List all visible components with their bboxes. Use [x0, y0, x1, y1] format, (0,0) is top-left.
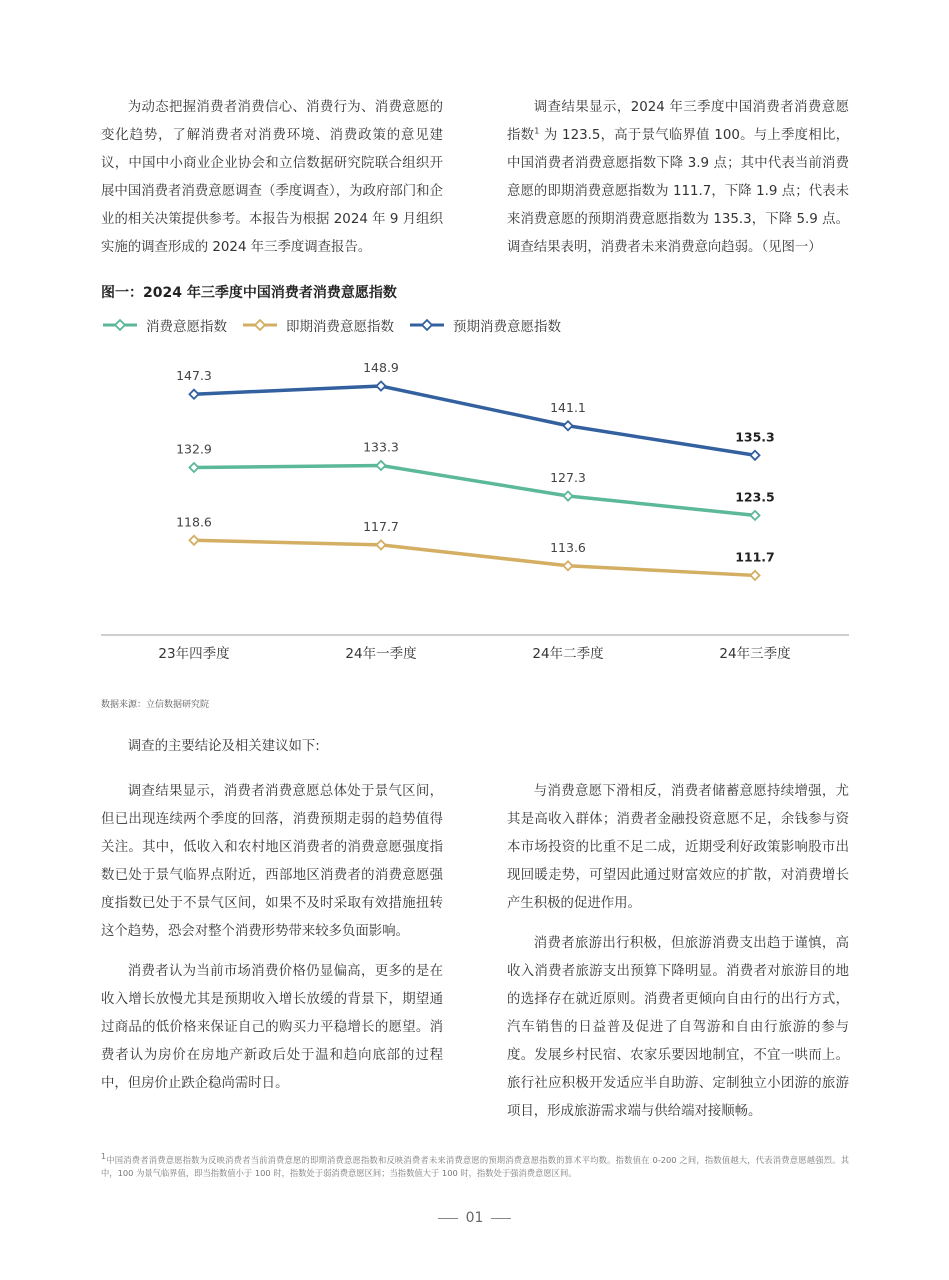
- data-point: [376, 382, 385, 391]
- footnote-text: 中国消费者消费意愿指数为反映消费者当前消费意愿的即期消费意愿指数和反映消费者未来消费意愿的预期消费意愿指数的算术平均数。指数值在 0-200 之间，指数值越大，代表消费意愿越强烈。其中，100 为景气临界值，即当指数值小于 100 时，指数处于弱消费意愿区间；当指数值大于 100 时，指数处于强消费意愿区间。: [101, 1155, 849, 1178]
- data-point: [563, 421, 572, 430]
- series-line: [194, 386, 755, 455]
- data-label: 132.9: [176, 441, 212, 457]
- intro-right-text-a: 调查结果显示，2024 年三季度中国消费者消费意愿指数: [507, 100, 849, 143]
- page-number-text: 01: [465, 1210, 484, 1226]
- legend-label: 即期消费意愿指数: [286, 319, 394, 335]
- body-right-paragraph-2: 消费者旅游出行积极，但旅游消费支出趋于谨慎，高收入消费者旅游支出预算下降明显。消费者对旅游目的地的选择存在就近原则。消费者更倾向自由行的出行方式，汽车销售的日益普及促进了自驾游和自由行旅游的参与度。发展乡村民宿、农家乐要因地制宜，不宜一哄而上。旅行社应积极开发适应半自助游、定制独立小团游的旅游项目，形成旅游需求端与供给端对接顺畅。: [507, 936, 849, 1119]
- page-number-dash-right: [491, 1218, 511, 1219]
- data-label: 133.3: [363, 439, 399, 455]
- data-point: [563, 561, 572, 570]
- data-label: 127.3: [550, 470, 586, 486]
- body-right-paragraph-1: 与消费意愿下滑相反，消费者储蓄意愿持续增强，尤其是高收入群体；消费者金融投资意愿不足，余钱参与资本市场投资的比重不足二成，近期受利好政策影响股市出现回暖走势，可望因此通过财富效应的扩散，对消费增长产生积极的促进作用。: [507, 784, 849, 911]
- conclusion-lead: 调查的主要结论及相关建议如下:: [127, 739, 320, 754]
- data-point: [189, 390, 198, 399]
- data-label: 111.7: [735, 549, 775, 565]
- data-label: 135.3: [735, 429, 775, 445]
- data-label: 113.6: [550, 539, 586, 555]
- footnote-marker: 1: [101, 1152, 107, 1162]
- series-line: [194, 465, 755, 515]
- data-point: [189, 536, 198, 545]
- body-left-paragraph-2: 消费者认为当前市场消费价格仍显偏高，更多的是在收入增长放慢尤其是预期收入增长放缓的背景下，期望通过商品的低价格来保证自己的购买力平稳增长的愿望。消费者认为房价在房地产新政后处于温和趋向底部的过程中，但房价止跌企稳尚需时日。: [101, 964, 443, 1091]
- data-label: 148.9: [363, 360, 399, 376]
- intro-left-paragraph: 为动态把握消费者消费信心、消费行为、消费意愿的变化趋势，了解消费者对消费环境、消费政策的意见建议，中国中小商业企业协会和立信数据研究院联合组织开展中国消费者消费意愿调查（季度调查），为政府部门和企业的相关决策提供参考。本报告为根据 2024 年 9 月组织实施的调查形成的 2024 年三季度调查报告。: [101, 100, 443, 255]
- intro-right-text-b: 为 123.5，高于景气临界值 100。与上季度相比，中国消费者消费意愿指数下降 3.9 点；其中代表当前消费意愿的即期消费意愿指数为 111.7，下降 1.9 点；代表未来消费意愿的预期消费意愿指数为 135.3，下降 5.9 点。调查结果表明，消费者未来消费意向趋弱。（见图一）: [507, 128, 849, 255]
- data-point: [750, 571, 759, 580]
- figure-title: 图一：2024 年三季度中国消费者消费意愿指数: [101, 285, 397, 301]
- body-left-paragraph-1: 调查结果显示，消费者消费意愿总体处于景气区间，但已出现连续两个季度的回落，消费预期走弱的趋势值得关注。其中，低收入和农村地区消费者的消费意愿强度指数已处于景气临界点附近，西部地区消费者的消费意愿强度指数已处于不景气区间，如果不及时采取有效措施扭转这个趋势，恐会对整个消费形势带来较多负面影响。: [101, 784, 443, 939]
- body-left-column: [101, 778, 443, 1098]
- footnote-ref: 1: [534, 126, 540, 136]
- series-line: [194, 540, 755, 575]
- page-number: [0, 1210, 949, 1226]
- data-label: 141.1: [550, 399, 586, 415]
- data-label: 147.3: [176, 368, 212, 384]
- footnote: [101, 1154, 849, 1180]
- x-tick-label: 24年一季度: [345, 646, 417, 662]
- data-point: [750, 451, 759, 460]
- data-point: [376, 540, 385, 549]
- data-point: [750, 511, 759, 520]
- data-label: 117.7: [363, 518, 399, 534]
- data-point: [376, 461, 385, 470]
- legend-label: 消费意愿指数: [146, 319, 227, 335]
- data-label: 123.5: [735, 489, 775, 505]
- data-point: [189, 463, 198, 472]
- legend-label: 预期消费意愿指数: [453, 319, 561, 335]
- x-tick-label: 24年三季度: [719, 646, 791, 662]
- x-tick-label: 24年二季度: [532, 646, 604, 662]
- data-point: [563, 491, 572, 500]
- body-right-column: [507, 778, 849, 1126]
- x-tick-label: 23年四季度: [158, 646, 230, 662]
- data-label: 118.6: [176, 514, 212, 530]
- data-source-note: 数据来源：立信数据研究院: [101, 700, 210, 710]
- page-number-dash-left: [438, 1218, 458, 1219]
